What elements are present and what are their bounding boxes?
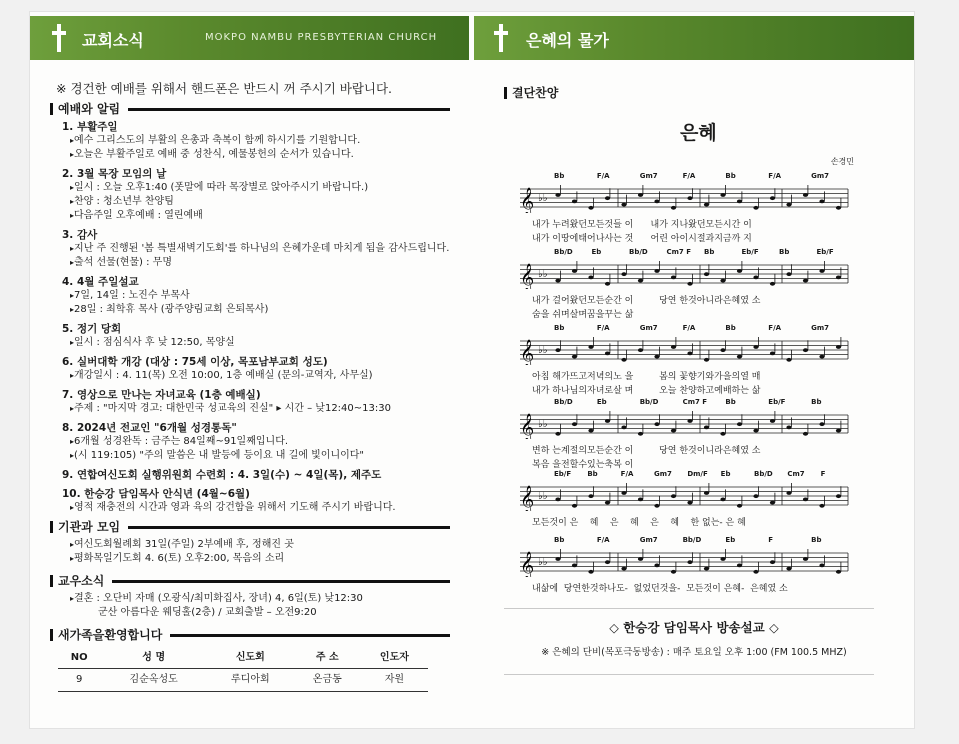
note-head bbox=[819, 422, 824, 426]
note-head bbox=[704, 203, 709, 207]
item-line: ▸ 영적 재충전의 시간과 영과 육의 강건함을 위해서 기도해 주시기 바랍니다. bbox=[70, 501, 450, 515]
chord-symbol: Cm7 bbox=[787, 470, 805, 478]
list-item bbox=[62, 120, 450, 162]
note-head bbox=[720, 348, 725, 352]
item-title: 10. 한승강 담임목사 안식년 (4월~6월) bbox=[62, 488, 250, 500]
note-head bbox=[704, 358, 709, 362]
org-list bbox=[50, 538, 450, 566]
chord-symbol: Gm7 bbox=[811, 324, 830, 332]
note-head bbox=[572, 564, 577, 568]
chord-symbol: F bbox=[768, 536, 774, 544]
chord-symbol: F/A bbox=[596, 172, 610, 180]
music-system bbox=[514, 248, 850, 321]
item-line: ▸ 지난 주 진행된 '봄 특별새벽기도회'를 하나님의 은혜가운데 마치게 됨을 감사드립니다. bbox=[70, 242, 450, 256]
note-head bbox=[621, 491, 626, 495]
note-head bbox=[737, 504, 742, 508]
left-header-title: 교회소식 bbox=[82, 31, 144, 50]
table-header: 성 명 bbox=[100, 648, 206, 669]
list-item bbox=[62, 388, 450, 416]
item-line: ▸ 오늘은 부활주일로 예배 중 성찬식, 예물봉헌의 순서가 있습니다. bbox=[70, 148, 450, 162]
note-head bbox=[687, 282, 692, 286]
note-head bbox=[654, 200, 659, 204]
note-head bbox=[687, 196, 692, 200]
key-signature-icon: ♭♭ bbox=[538, 193, 548, 204]
note-head bbox=[605, 501, 610, 505]
note-head bbox=[687, 419, 692, 423]
chord-symbol: F/A bbox=[768, 172, 782, 180]
chord-symbol: Eb/F bbox=[768, 398, 786, 406]
note-head bbox=[704, 272, 709, 276]
item-line: ▸ 예수 그리스도의 부활의 은총과 축복이 함께 하시기를 기원합니다. bbox=[70, 134, 450, 148]
chord-row bbox=[514, 172, 850, 183]
divider bbox=[504, 674, 874, 675]
note-head bbox=[638, 348, 643, 352]
item-title: 1. 부활주일 bbox=[62, 121, 118, 133]
note-head bbox=[621, 272, 626, 276]
chord-symbol: Dm/F bbox=[687, 470, 708, 478]
note-head bbox=[770, 560, 775, 564]
note-head bbox=[654, 422, 659, 426]
note-head bbox=[671, 494, 676, 498]
chord-symbol: Bb/D bbox=[554, 398, 573, 406]
chord-symbol: Bb bbox=[725, 398, 736, 406]
note-head bbox=[588, 494, 593, 498]
note-head bbox=[737, 200, 742, 204]
note-head bbox=[687, 501, 692, 505]
music-staff bbox=[514, 259, 850, 289]
note-head bbox=[572, 269, 577, 273]
chord-symbol: Bb bbox=[554, 324, 565, 332]
treble-clef-icon: 𝄞 bbox=[520, 187, 535, 213]
list-item: ▸ 평화목일기도회 4. 6(토) 오후2:00, 목음의 소리 bbox=[70, 552, 450, 566]
table-header: 주 소 bbox=[294, 648, 361, 669]
chord-symbol: Eb/F bbox=[741, 248, 759, 256]
divider bbox=[504, 608, 874, 609]
chord-symbol: Eb bbox=[720, 470, 731, 478]
item-line: ▸ 출석 선물(현물) : 무명 bbox=[70, 256, 450, 270]
note-head bbox=[638, 193, 643, 197]
note-head bbox=[803, 432, 808, 436]
list-item bbox=[62, 421, 450, 463]
chord-symbol: F bbox=[820, 470, 826, 478]
chord-symbol: Cm7 F bbox=[666, 248, 692, 256]
chord-symbol: Eb/F bbox=[554, 470, 572, 478]
item-line: ▸ 6개월 성경완독 : 금주는 84일째~91일째입니다. bbox=[70, 435, 450, 449]
note-head bbox=[638, 498, 643, 502]
item-line: ▸ 주제 : "마지막 경고: 대한민국 성교육의 진실" ▸ 시간 – 낮12:40~13:30 bbox=[70, 402, 450, 416]
cross-icon bbox=[52, 24, 66, 52]
table-row: 9 김순옥성도 루디아회 온금동 자원 bbox=[58, 669, 428, 692]
note-head bbox=[621, 426, 626, 430]
lyric-line: 숨을 쉬며살며꿈을꾸는 삶 bbox=[532, 310, 634, 320]
list-item bbox=[62, 167, 450, 223]
chord-symbol: Bb/D bbox=[639, 398, 659, 406]
item-line: ▸ 개강일시 : 4. 11(목) 오전 10:00, 1층 예배실 (문의-교역자, 사무실) bbox=[70, 369, 450, 383]
note-head bbox=[654, 355, 659, 359]
note-head bbox=[737, 355, 742, 359]
members-list bbox=[50, 592, 450, 620]
note-head bbox=[588, 345, 593, 349]
chord-symbol: Gm7 bbox=[654, 470, 672, 478]
note-head bbox=[753, 276, 758, 280]
item-line: ▸ 일시 : 점심식사 후 낮 12:50, 목양실 bbox=[70, 336, 450, 350]
list-item: ▸ 여신도회월례회 31일(주일) 2부예배 후, 정해진 곳 bbox=[70, 538, 450, 552]
item-line: ▸ 다음주일 오후예배 : 열린예배 bbox=[70, 209, 450, 223]
chord-symbol: Bb bbox=[587, 470, 598, 478]
item-line: ▸ (시 119:105) "주의 말씀은 내 발등에 등이요 내 길에 빛이니이다" bbox=[70, 449, 450, 463]
note-head bbox=[605, 352, 610, 356]
chord-symbol: F/A bbox=[682, 324, 696, 332]
note-head bbox=[753, 429, 758, 433]
radio-sermon bbox=[504, 618, 884, 658]
note-head bbox=[555, 498, 560, 502]
note-head bbox=[836, 345, 841, 349]
chord-symbol: Bb bbox=[554, 536, 565, 544]
key-signature-icon: ♭♭ bbox=[538, 269, 548, 280]
list-item bbox=[62, 468, 450, 482]
note-head bbox=[555, 557, 560, 561]
note-head bbox=[753, 345, 758, 349]
item-title: 8. 2024년 전교인 "6개월 성경통독" bbox=[62, 422, 237, 434]
note-head bbox=[671, 206, 676, 210]
key-signature-icon: ♭♭ bbox=[538, 557, 548, 568]
note-head bbox=[654, 504, 659, 508]
lyric-line: 내가 걸어왔던모든순간 이 당연 한것아니라은혜였 소 bbox=[532, 296, 761, 306]
note-head bbox=[588, 276, 593, 280]
note-head bbox=[687, 352, 692, 356]
note-head bbox=[638, 279, 643, 283]
phone-notice: ※ 경건한 예배를 위해서 핸드폰은 반드시 꺼 주시기 바랍니다. bbox=[56, 81, 393, 96]
radio-title: ◇ 한승강 담임목사 방송설교 ◇ bbox=[609, 620, 779, 635]
lyric-line: 내삶에 당연한것하나도- 없었던것을- 모든것이 은혜- 은혜였 소 bbox=[532, 584, 788, 594]
list-item: 군산 아름다운 웨딩홀(2층) / 교회출발 – 오전9:20 bbox=[98, 607, 317, 618]
note-head bbox=[770, 419, 775, 423]
right-header-title: 은혜의 물가 bbox=[526, 31, 609, 50]
list-item bbox=[62, 275, 450, 317]
chord-symbol: Bb/D bbox=[554, 248, 573, 256]
composer: 손경민 bbox=[830, 157, 854, 166]
chord-row bbox=[514, 470, 850, 481]
note-head bbox=[803, 279, 808, 283]
lyric-line: 아침 해가뜨고저녁의노 을 봄의 꽃향기와가을의열 매 bbox=[532, 372, 761, 382]
section-title-newfamily: 새가족을환영합니다 bbox=[50, 628, 450, 642]
radio-info: ※ 은혜의 단비(목포극동방송) : 매주 토요일 오후 1:00 (FM 100.5 MHZ) bbox=[541, 647, 847, 658]
key-signature-icon: ♭♭ bbox=[538, 345, 548, 356]
note-head bbox=[555, 432, 560, 436]
item-line: ▸ 찬양 : 청소년부 찬양팀 bbox=[70, 195, 450, 209]
note-head bbox=[770, 501, 775, 505]
note-head bbox=[605, 560, 610, 564]
note-head bbox=[654, 269, 659, 273]
note-head bbox=[671, 429, 676, 433]
chord-symbol: F/A bbox=[768, 324, 782, 332]
note-head bbox=[621, 203, 626, 207]
note-head bbox=[555, 193, 560, 197]
chord-symbol: Eb bbox=[591, 248, 602, 256]
chord-symbol: Bb bbox=[811, 536, 822, 544]
chord-row bbox=[514, 536, 850, 547]
music-system bbox=[514, 172, 850, 245]
note-head bbox=[819, 504, 824, 508]
chord-row bbox=[514, 398, 850, 409]
note-head bbox=[638, 557, 643, 561]
note-head bbox=[803, 193, 808, 197]
chord-symbol: Bb/D bbox=[629, 248, 648, 256]
left-header-subtitle: MOKPO NAMBU PRESBYTERIAN CHURCH bbox=[205, 32, 438, 43]
chord-row bbox=[514, 248, 850, 259]
lyric-line: 모든것이 은 혜 은 혜 은 혜 한 없는- 은 혜 bbox=[532, 518, 746, 528]
note-head bbox=[654, 564, 659, 568]
note-head bbox=[770, 282, 775, 286]
note-head bbox=[770, 196, 775, 200]
lyric-line: 내가 하나님의자녀로살 며 오늘 찬양하고예배하는 삶 bbox=[532, 386, 761, 396]
lyric-line: 내가 누려왔던모든것들 이 내가 지나왔던모든시간 이 bbox=[532, 220, 752, 230]
chord-symbol: Eb bbox=[725, 536, 736, 544]
note-head bbox=[572, 504, 577, 508]
note-head bbox=[605, 196, 610, 200]
list-item bbox=[62, 487, 450, 515]
note-head bbox=[588, 206, 593, 210]
lyric-line: 복음 을전할수있는축복 이 bbox=[532, 460, 634, 470]
section-title-choir: 결단찬양 bbox=[504, 84, 584, 101]
chord-symbol: F/A bbox=[682, 172, 696, 180]
new-family-table bbox=[58, 648, 428, 692]
music-system bbox=[514, 470, 850, 529]
note-head bbox=[803, 557, 808, 561]
note-head bbox=[819, 564, 824, 568]
table-header: NO bbox=[58, 648, 100, 669]
note-head bbox=[555, 279, 560, 283]
note-head bbox=[753, 570, 758, 574]
treble-clef-icon: 𝄞 bbox=[520, 339, 535, 365]
key-signature-icon: ♭♭ bbox=[538, 491, 548, 502]
note-head bbox=[605, 282, 610, 286]
chord-symbol: Gm7 bbox=[811, 172, 830, 180]
music-staff bbox=[514, 335, 850, 365]
chord-symbol: F/A bbox=[596, 324, 610, 332]
lyric-line: 내가 이땅에태어나사는 것 어린 아이시절과지금까 지 bbox=[532, 234, 752, 244]
note-head bbox=[704, 567, 709, 571]
note-head bbox=[737, 564, 742, 568]
item-title: 3. 감사 bbox=[62, 229, 98, 241]
note-head bbox=[720, 498, 725, 502]
note-head bbox=[819, 355, 824, 359]
list-item bbox=[62, 228, 450, 270]
item-title: 9. 연합여신도회 실행위원회 수련회 : 4. 3일(수) ~ 4일(목), 제주도 bbox=[62, 469, 382, 481]
note-head bbox=[704, 426, 709, 430]
item-title: 6. 실버대학 개강 (대상 : 75세 이상, 목포남부교회 성도) bbox=[62, 356, 328, 368]
item-title: 4. 4월 주일설교 bbox=[62, 276, 139, 288]
section-title-members: 교우소식 bbox=[50, 574, 450, 588]
note-head bbox=[786, 358, 791, 362]
chord-symbol: Eb/F bbox=[816, 248, 834, 256]
note-head bbox=[836, 494, 841, 498]
item-line: ▸ 일시 : 오늘 오후1:40 (폿말에 따라 목장별로 앉아주시기 바랍니다.) bbox=[70, 181, 450, 195]
item-title: 5. 정기 당회 bbox=[62, 323, 122, 335]
cross-icon bbox=[494, 24, 508, 52]
note-head bbox=[572, 355, 577, 359]
note-head bbox=[671, 276, 676, 280]
note-head bbox=[770, 352, 775, 356]
note-head bbox=[803, 498, 808, 502]
music-staff bbox=[514, 183, 850, 213]
note-head bbox=[836, 206, 841, 210]
music-staff bbox=[514, 481, 850, 511]
chord-symbol: Bb bbox=[725, 324, 736, 332]
note-head bbox=[819, 200, 824, 204]
item-title: 2. 3월 목장 모임의 날 bbox=[62, 168, 167, 180]
note-head bbox=[836, 276, 841, 280]
note-head bbox=[704, 491, 709, 495]
song-title: 은혜 bbox=[680, 122, 717, 144]
chord-symbol: F/A bbox=[596, 536, 610, 544]
list-item: ▸ 결혼 : 오단비 자매 (오광식/최미화집사, 장녀) 4, 6일(토) 낮12:30 bbox=[70, 592, 450, 606]
item-line: ▸ 7일, 14일 : 노진수 부목사 bbox=[70, 289, 450, 303]
chord-symbol: Bb bbox=[725, 172, 736, 180]
music-system bbox=[514, 398, 850, 471]
hymn-column bbox=[504, 80, 884, 658]
chord-symbol: F/A bbox=[620, 470, 634, 478]
right-header bbox=[474, 16, 914, 60]
list-item bbox=[62, 322, 450, 350]
section-title-org: 기관과 모임 bbox=[50, 520, 450, 534]
note-head bbox=[720, 557, 725, 561]
note-head bbox=[671, 570, 676, 574]
chord-symbol: Bb bbox=[704, 248, 715, 256]
music-system bbox=[514, 324, 850, 397]
note-head bbox=[687, 560, 692, 564]
treble-clef-icon: 𝄞 bbox=[520, 263, 535, 289]
note-head bbox=[621, 358, 626, 362]
table-header: 인도자 bbox=[361, 648, 428, 669]
key-signature-icon: ♭♭ bbox=[538, 419, 548, 430]
note-head bbox=[786, 426, 791, 430]
chord-row bbox=[514, 324, 850, 335]
note-head bbox=[737, 269, 742, 273]
note-head bbox=[786, 203, 791, 207]
note-head bbox=[555, 348, 560, 352]
note-head bbox=[720, 193, 725, 197]
chord-symbol: Bb bbox=[779, 248, 790, 256]
chord-symbol: Gm7 bbox=[639, 536, 658, 544]
left-header bbox=[30, 16, 469, 60]
treble-clef-icon: 𝄞 bbox=[520, 551, 535, 577]
worship-items bbox=[50, 120, 450, 515]
note-head bbox=[786, 491, 791, 495]
note-head bbox=[572, 422, 577, 426]
music-staff bbox=[514, 409, 850, 439]
music-staff bbox=[514, 547, 850, 577]
chord-symbol: Bb bbox=[811, 398, 822, 406]
note-head bbox=[588, 570, 593, 574]
note-head bbox=[671, 345, 676, 349]
note-head bbox=[753, 494, 758, 498]
church-news-column bbox=[50, 82, 450, 692]
list-item bbox=[62, 355, 450, 383]
note-head bbox=[786, 272, 791, 276]
note-head bbox=[753, 206, 758, 210]
treble-clef-icon: 𝄞 bbox=[520, 485, 535, 511]
note-head bbox=[836, 429, 841, 433]
note-head bbox=[819, 269, 824, 273]
chord-symbol: Gm7 bbox=[639, 172, 658, 180]
note-head bbox=[786, 567, 791, 571]
treble-clef-icon: 𝄞 bbox=[520, 413, 535, 439]
music-system bbox=[514, 536, 850, 595]
chord-symbol: Bb bbox=[554, 172, 565, 180]
section-title-worship: 예배와 알림 bbox=[50, 102, 450, 116]
note-head bbox=[720, 279, 725, 283]
item-line: ▸ 28일 : 최학휴 목사 (광주양림교회 은퇴목사) bbox=[70, 303, 450, 317]
note-head bbox=[737, 422, 742, 426]
chord-symbol: Gm7 bbox=[639, 324, 658, 332]
note-head bbox=[803, 348, 808, 352]
chord-symbol: Bb/D bbox=[754, 470, 773, 478]
note-head bbox=[588, 429, 593, 433]
note-head bbox=[720, 432, 725, 436]
item-title: 7. 영상으로 만나는 자녀교육 (1층 예배실) bbox=[62, 389, 261, 401]
note-head bbox=[572, 200, 577, 204]
lyric-line: 변하 는계절의모든순간 이 당연 한것이니라은혜였 소 bbox=[532, 446, 761, 456]
chord-symbol: Eb bbox=[596, 398, 607, 406]
note-head bbox=[621, 567, 626, 571]
note-head bbox=[605, 419, 610, 423]
note-head bbox=[638, 432, 643, 436]
chord-symbol: Cm7 F bbox=[682, 398, 708, 406]
chord-symbol: Bb/D bbox=[682, 536, 702, 544]
note-head bbox=[836, 570, 841, 574]
table-header: 신도회 bbox=[207, 648, 294, 669]
